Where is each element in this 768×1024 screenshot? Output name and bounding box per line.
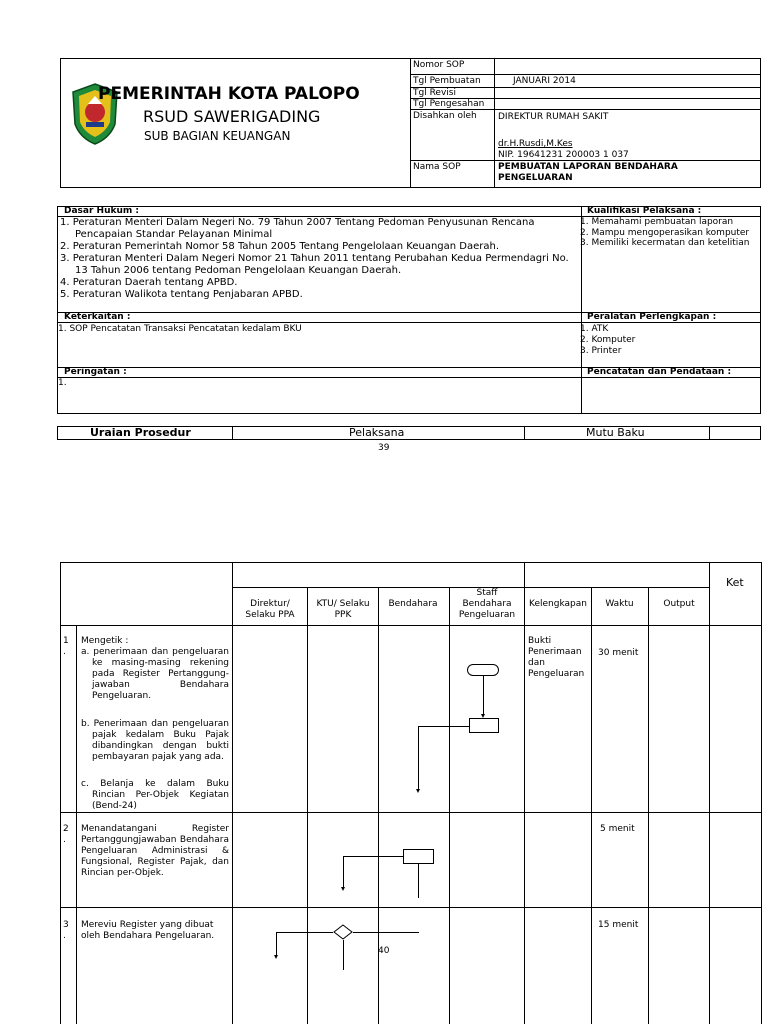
row-item: a. penerimaan dan pengeluaran ke masing-masing rekening pada Register Pertanggung-jawaban Bendahara Pengeluaran. — [81, 647, 229, 701]
flow-process-box — [403, 849, 434, 864]
row-waktu: 15 menit — [598, 920, 639, 930]
value-disahkan-title: DIREKTUR RUMAH SAKIT — [498, 112, 609, 122]
flow-line — [418, 726, 419, 790]
kualifikasi-item: 1. Memahami pembuatan laporan — [580, 217, 734, 227]
strip-pelaksana: Pelaksana — [349, 426, 405, 439]
header-title-2: RSUD SAWERIGADING — [143, 107, 321, 126]
header-value-divider — [494, 58, 495, 188]
flow-arrow — [416, 789, 420, 793]
flow-decision — [333, 924, 353, 940]
flow-line — [353, 932, 419, 933]
label-disahkan-oleh: Disahkan oleh — [413, 111, 477, 121]
flow-line — [276, 932, 277, 956]
col-direktur: Direktur/ Selaku PPA — [245, 599, 295, 620]
row-waktu: 30 menit — [598, 648, 639, 658]
flow-line — [343, 940, 344, 970]
kualifikasi-title: Kualifikasi Pelaksana : — [587, 206, 702, 216]
header-title-3: SUB BAGIAN KEUANGAN — [144, 129, 291, 143]
page-number: 40 — [378, 946, 390, 956]
peralatan-item: 3. Printer — [580, 346, 622, 356]
value-tgl-pembuatan: JANUARI 2014 — [513, 76, 576, 86]
flow-line — [343, 856, 403, 857]
flow-terminator — [467, 664, 499, 676]
flow-arrow — [341, 887, 345, 891]
dasar-hukum-title: Dasar Hukum : — [64, 206, 139, 216]
dasar-hukum-item: 4. Peraturan Daerah tentang APBD. — [60, 277, 238, 288]
label-tgl-pengesahan: Tgl Pengesahan — [413, 99, 485, 109]
col-kelengkapan: Kelengkapan — [529, 599, 587, 609]
flow-line — [418, 864, 419, 898]
flow-process-box — [469, 718, 499, 733]
keterkaitan-title: Keterkaitan : — [64, 312, 131, 322]
peralatan-title: Peralatan Perlengkapan : — [587, 312, 717, 322]
dasar-hukum-item: 5. Peraturan Walikota tentang Penjabaran APBD. — [60, 289, 303, 300]
value-nama-sop: PEMBUATAN LAPORAN BENDAHARA PENGELUARAN — [498, 162, 678, 183]
row-item: c. Belanja ke dalam Buku Rincian Per-Objek Kegiatan (Bend-24) — [81, 779, 229, 811]
peringatan-title: Peringatan : — [64, 367, 127, 377]
label-tgl-revisi: Tgl Revisi — [413, 88, 456, 98]
peringatan-item: 1. — [58, 378, 67, 388]
flow-line — [276, 932, 333, 933]
label-nama-sop: Nama SOP — [413, 162, 461, 172]
dasar-hukum-item: 1. Peraturan Menteri Dalam Negeri No. 79 Tahun 2007 Tentang Pedoman Penyusunan Rencana — [60, 217, 535, 228]
peralatan-item: 1. ATK — [580, 324, 609, 334]
col-waktu: Waktu — [605, 599, 634, 609]
row-number: 2 . — [63, 824, 69, 845]
header-divider — [410, 58, 411, 188]
kualifikasi-item: 2. Mampu mengoperasikan komputer — [580, 228, 750, 238]
col-ket: Ket — [726, 576, 744, 589]
keterkaitan-item: 1. SOP Pencatatan Transaksi Pencatatan kedalam BKU — [58, 324, 302, 334]
header-title-1: PEMERINTAH KOTA PALOPO — [98, 84, 360, 104]
row-number: 1 . — [63, 636, 69, 657]
page-number: 39 — [378, 443, 390, 453]
strip-uraian: Uraian Prosedur — [90, 426, 191, 439]
peralatan-item: 2. Komputer — [580, 335, 636, 345]
flow-line — [483, 676, 484, 716]
row-item: b. Penerimaan dan pengeluaran pajak kedalam Buku Pajak dibandingkan dengan bukti pembayaran pajak yang ada. — [81, 719, 229, 762]
col-bendahara: Bendahara — [388, 599, 438, 609]
pencatatan-title: Pencatatan dan Pendataan : — [587, 367, 732, 377]
value-disahkan-nip: NIP. 19641231 200003 1 037 — [498, 150, 629, 160]
col-ktu: KTU/ Selaku PPK — [316, 599, 370, 620]
flow-arrow — [274, 955, 278, 959]
flow-line — [343, 856, 344, 888]
label-tgl-pembuatan: Tgl Pembuatan — [413, 76, 481, 86]
row-title: Mengetik : — [81, 636, 129, 646]
strip-mutu: Mutu Baku — [586, 426, 645, 439]
row-title: Mereviu Register yang dibuat oleh Bendahara Pengeluaran. — [81, 920, 215, 941]
row-title: Menandatangani Register Pertanggungjawaban Bendahara Pengeluaran Administrasi & Fungsional, Register Pajak, dan Rincian per-Objek. — [81, 824, 229, 878]
dasar-hukum-item: Pencapaian Standar Pelayanan Minimal — [75, 229, 273, 240]
col-staff: Staff Bendahara Pengeluaran — [458, 588, 516, 620]
row-waktu: 5 menit — [600, 824, 635, 834]
dasar-hukum-item: 3. Peraturan Menteri Dalam Negeri Nomor 21 Tahun 2011 tentang Perubahan Kedua Permendagri No. — [60, 253, 569, 264]
dasar-hukum-item: 2. Peraturan Pemerintah Nomor 58 Tahun 2005 Tentang Pengelolaan Keuangan Daerah. — [60, 241, 500, 252]
flow-line — [418, 726, 469, 727]
col-output: Output — [663, 599, 695, 609]
label-nomor-sop: Nomor SOP — [413, 60, 465, 70]
row-number: 3 . — [63, 920, 69, 941]
kualifikasi-item: 3. Memiliki kecermatan dan ketelitian — [580, 238, 750, 248]
dasar-hukum-item: 13 Tahun 2006 tentang Pedoman Pengelolaan Keuangan Daerah. — [75, 265, 402, 276]
value-disahkan-name: dr.H.Rusdi,M.Kes — [498, 139, 573, 149]
row-kelengkapan: Bukti Penerimaan dan Pengeluaran — [528, 636, 585, 679]
